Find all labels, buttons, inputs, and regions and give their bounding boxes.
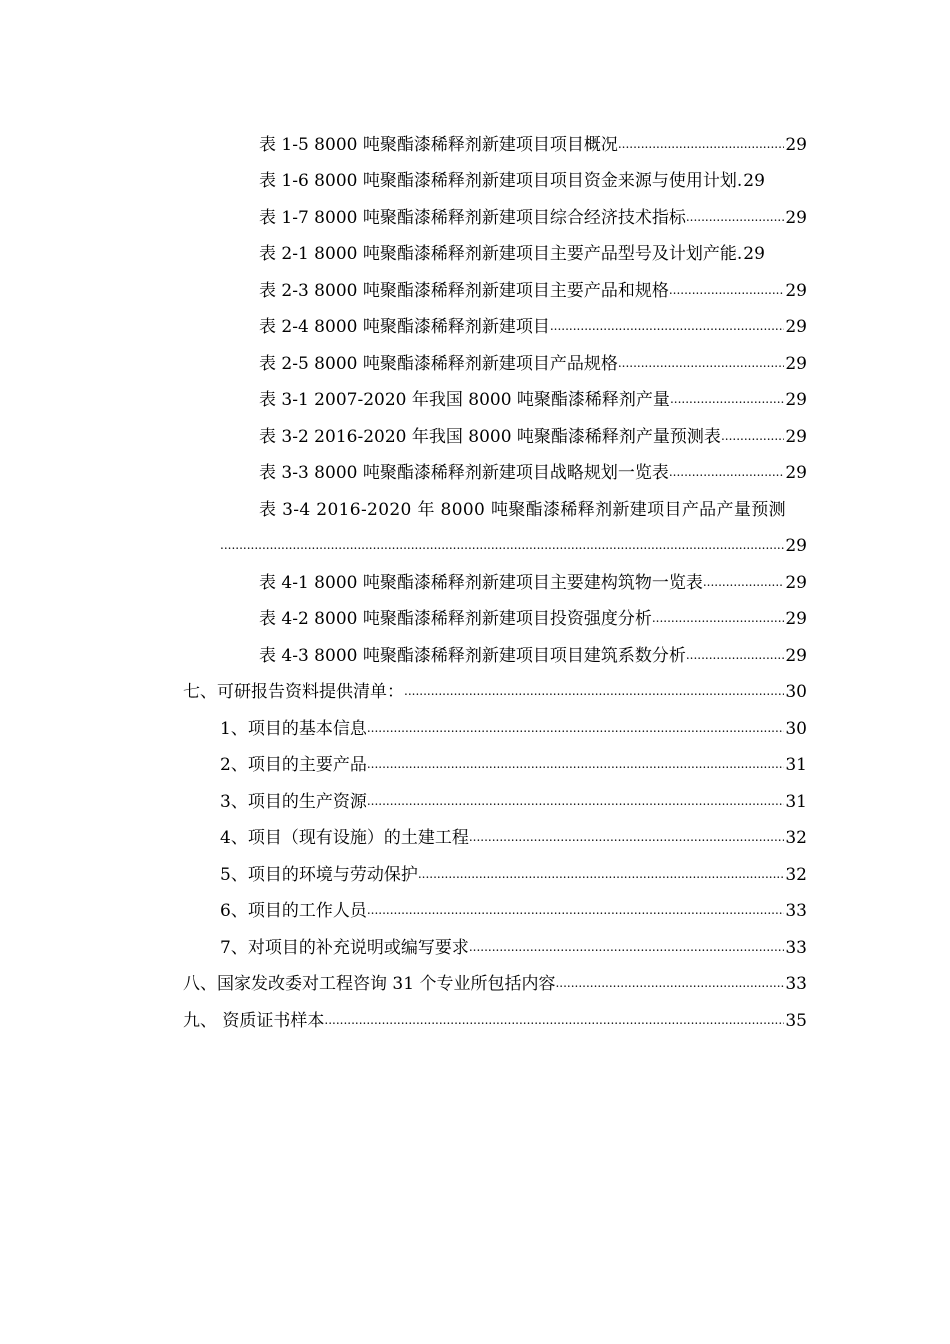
toc-entry-section-8[interactable] [183, 958, 807, 994]
toc-entry-table-3-4-continued[interactable] [220, 520, 807, 556]
toc-entry-title: 表 3-1 2007-2020 年我国 8000 吨聚酯漆稀释剂产量 [259, 390, 670, 410]
toc-dot-leader [404, 681, 784, 702]
toc-entry-title: 6、项目的工作人员 [220, 901, 367, 921]
toc-dot-leader [367, 754, 785, 775]
toc-entry-title: 表 3-3 8000 吨聚酯漆稀释剂新建项目战略规划一览表 [259, 463, 669, 483]
toc-dot-leader [469, 937, 785, 958]
toc-dot-leader [418, 864, 785, 885]
toc-dot-leader [324, 1010, 784, 1031]
toc-page-number: 29 [785, 427, 807, 447]
toc-dot-leader [686, 645, 785, 666]
toc-page-number: 31 [785, 792, 807, 812]
toc-entry-title: 表 4-2 8000 吨聚酯漆稀释剂新建项目投资强度分析 [259, 609, 652, 629]
toc-entry-title: 表 1-5 8000 吨聚酯漆稀释剂新建项目项目概况 [259, 135, 618, 155]
toc-page-number: 29 [785, 463, 807, 483]
toc-dot-leader [721, 426, 784, 447]
toc-entry-table-3-4[interactable] [259, 484, 807, 520]
toc-page-number: 29 [785, 536, 807, 556]
toc-dot-leader [686, 207, 785, 228]
toc-page-number: 29 [785, 208, 807, 228]
toc-entry-item-7[interactable] [220, 922, 807, 958]
toc-page-number: 30 [785, 682, 807, 702]
toc-dot-leader [555, 973, 784, 994]
toc-entry-item-4[interactable] [220, 812, 807, 848]
toc-page-number: 29 [785, 646, 807, 666]
toc-entry-section-9[interactable] [183, 995, 807, 1031]
toc-page-number: 32 [785, 865, 807, 885]
toc-page-number: 29 [743, 244, 765, 264]
toc-entry-item-6[interactable] [220, 885, 807, 921]
toc-dot-leader [669, 280, 785, 301]
toc-dot-leader [703, 572, 785, 593]
toc-dot-leader [618, 353, 785, 374]
toc-page-number: 29 [785, 281, 807, 301]
toc-dot-leader [670, 389, 784, 410]
toc-entry-table-2-1[interactable] [259, 228, 807, 264]
toc-entry-item-5[interactable] [220, 849, 807, 885]
toc-page-number: 32 [785, 828, 807, 848]
toc-entry-title: 表 4-3 8000 吨聚酯漆稀释剂新建项目项目建筑系数分析 [259, 646, 686, 666]
toc-entry-title: 2、项目的主要产品 [220, 755, 367, 775]
toc-entry-title: 七、可研报告资料提供清单： [183, 682, 404, 702]
toc-page-number: 29 [785, 390, 807, 410]
toc-entry-table-3-2[interactable] [259, 411, 807, 447]
toc-entry-title: 表 1-6 8000 吨聚酯漆稀释剂新建项目项目资金来源与使用计划. [259, 171, 743, 191]
toc-entry-item-1[interactable] [220, 703, 807, 739]
toc-entry-table-3-1[interactable] [259, 374, 807, 410]
toc-entry-title: 7、对项目的补充说明或编写要求 [220, 938, 469, 958]
toc-entry-title: 表 2-1 8000 吨聚酯漆稀释剂新建项目主要产品型号及计划产能. [259, 244, 743, 264]
toc-entry-title: 表 3-4 2016-2020 年 8000 吨聚酯漆稀释剂新建项目产品产量预测 [259, 500, 786, 520]
toc-entry-table-2-5[interactable] [259, 338, 807, 374]
toc-dot-leader [367, 900, 785, 921]
toc-entry-title: 3、项目的生产资源 [220, 792, 367, 812]
toc-entry-table-1-5[interactable] [259, 119, 807, 155]
toc-entry-item-2[interactable] [220, 739, 807, 775]
toc-page-number: 33 [785, 901, 807, 921]
toc-entry-table-3-3[interactable] [259, 447, 807, 483]
toc-entry-title: 八、国家发改委对工程咨询 31 个专业所包括内容 [183, 974, 556, 994]
toc-entry-title: 1、项目的基本信息 [220, 719, 367, 739]
toc-page-number: 29 [785, 354, 807, 374]
toc-entry-table-4-1[interactable] [259, 557, 807, 593]
toc-page-number: 29 [743, 171, 765, 191]
toc-page-number: 33 [785, 974, 807, 994]
toc-page-number: 35 [785, 1011, 807, 1031]
toc-page-number: 33 [785, 938, 807, 958]
toc-dot-leader [367, 718, 785, 739]
toc-entry-section-7[interactable] [183, 666, 807, 702]
toc-entry-title: 表 3-2 2016-2020 年我国 8000 吨聚酯漆稀释剂产量预测表 [259, 427, 721, 447]
toc-page-number: 31 [785, 755, 807, 775]
toc-entry-title: 5、项目的环境与劳动保护 [220, 865, 418, 885]
toc-entry-title: 表 2-4 8000 吨聚酯漆稀释剂新建项目 [259, 317, 550, 337]
toc-entry-item-3[interactable] [220, 776, 807, 812]
toc-page-number: 29 [785, 317, 807, 337]
toc-dot-leader [618, 134, 785, 155]
toc-entry-title: 表 4-1 8000 吨聚酯漆稀释剂新建项目主要建构筑物一览表 [259, 573, 703, 593]
toc-page-number: 29 [785, 135, 807, 155]
toc-entry-title: 4、项目（现有设施）的土建工程 [220, 828, 469, 848]
toc-entry-title: 表 2-5 8000 吨聚酯漆稀释剂新建项目产品规格 [259, 354, 618, 374]
toc-entry-table-2-3[interactable] [259, 265, 807, 301]
toc-entry-title: 表 2-3 8000 吨聚酯漆稀释剂新建项目主要产品和规格 [259, 281, 669, 301]
toc-dot-leader [469, 827, 785, 848]
toc-entry-table-1-6[interactable] [259, 155, 807, 191]
toc-entry-table-1-7[interactable] [259, 192, 807, 228]
toc-dot-leader [652, 608, 785, 629]
toc-entry-title: 表 1-7 8000 吨聚酯漆稀释剂新建项目综合经济技术指标 [259, 208, 686, 228]
toc-entry-table-4-3[interactable] [259, 630, 807, 666]
toc-page-number: 30 [785, 719, 807, 739]
toc-page-number: 29 [785, 609, 807, 629]
toc-entry-table-4-2[interactable] [259, 593, 807, 629]
toc-entry-table-2-4[interactable] [259, 301, 807, 337]
toc-entry-title: 九、 资质证书样本 [183, 1011, 325, 1031]
toc-dot-leader [550, 316, 785, 337]
toc-dot-leader [367, 791, 785, 812]
toc-dot-leader [669, 462, 785, 483]
toc-dot-leader [220, 535, 784, 556]
toc-page-number: 29 [785, 573, 807, 593]
